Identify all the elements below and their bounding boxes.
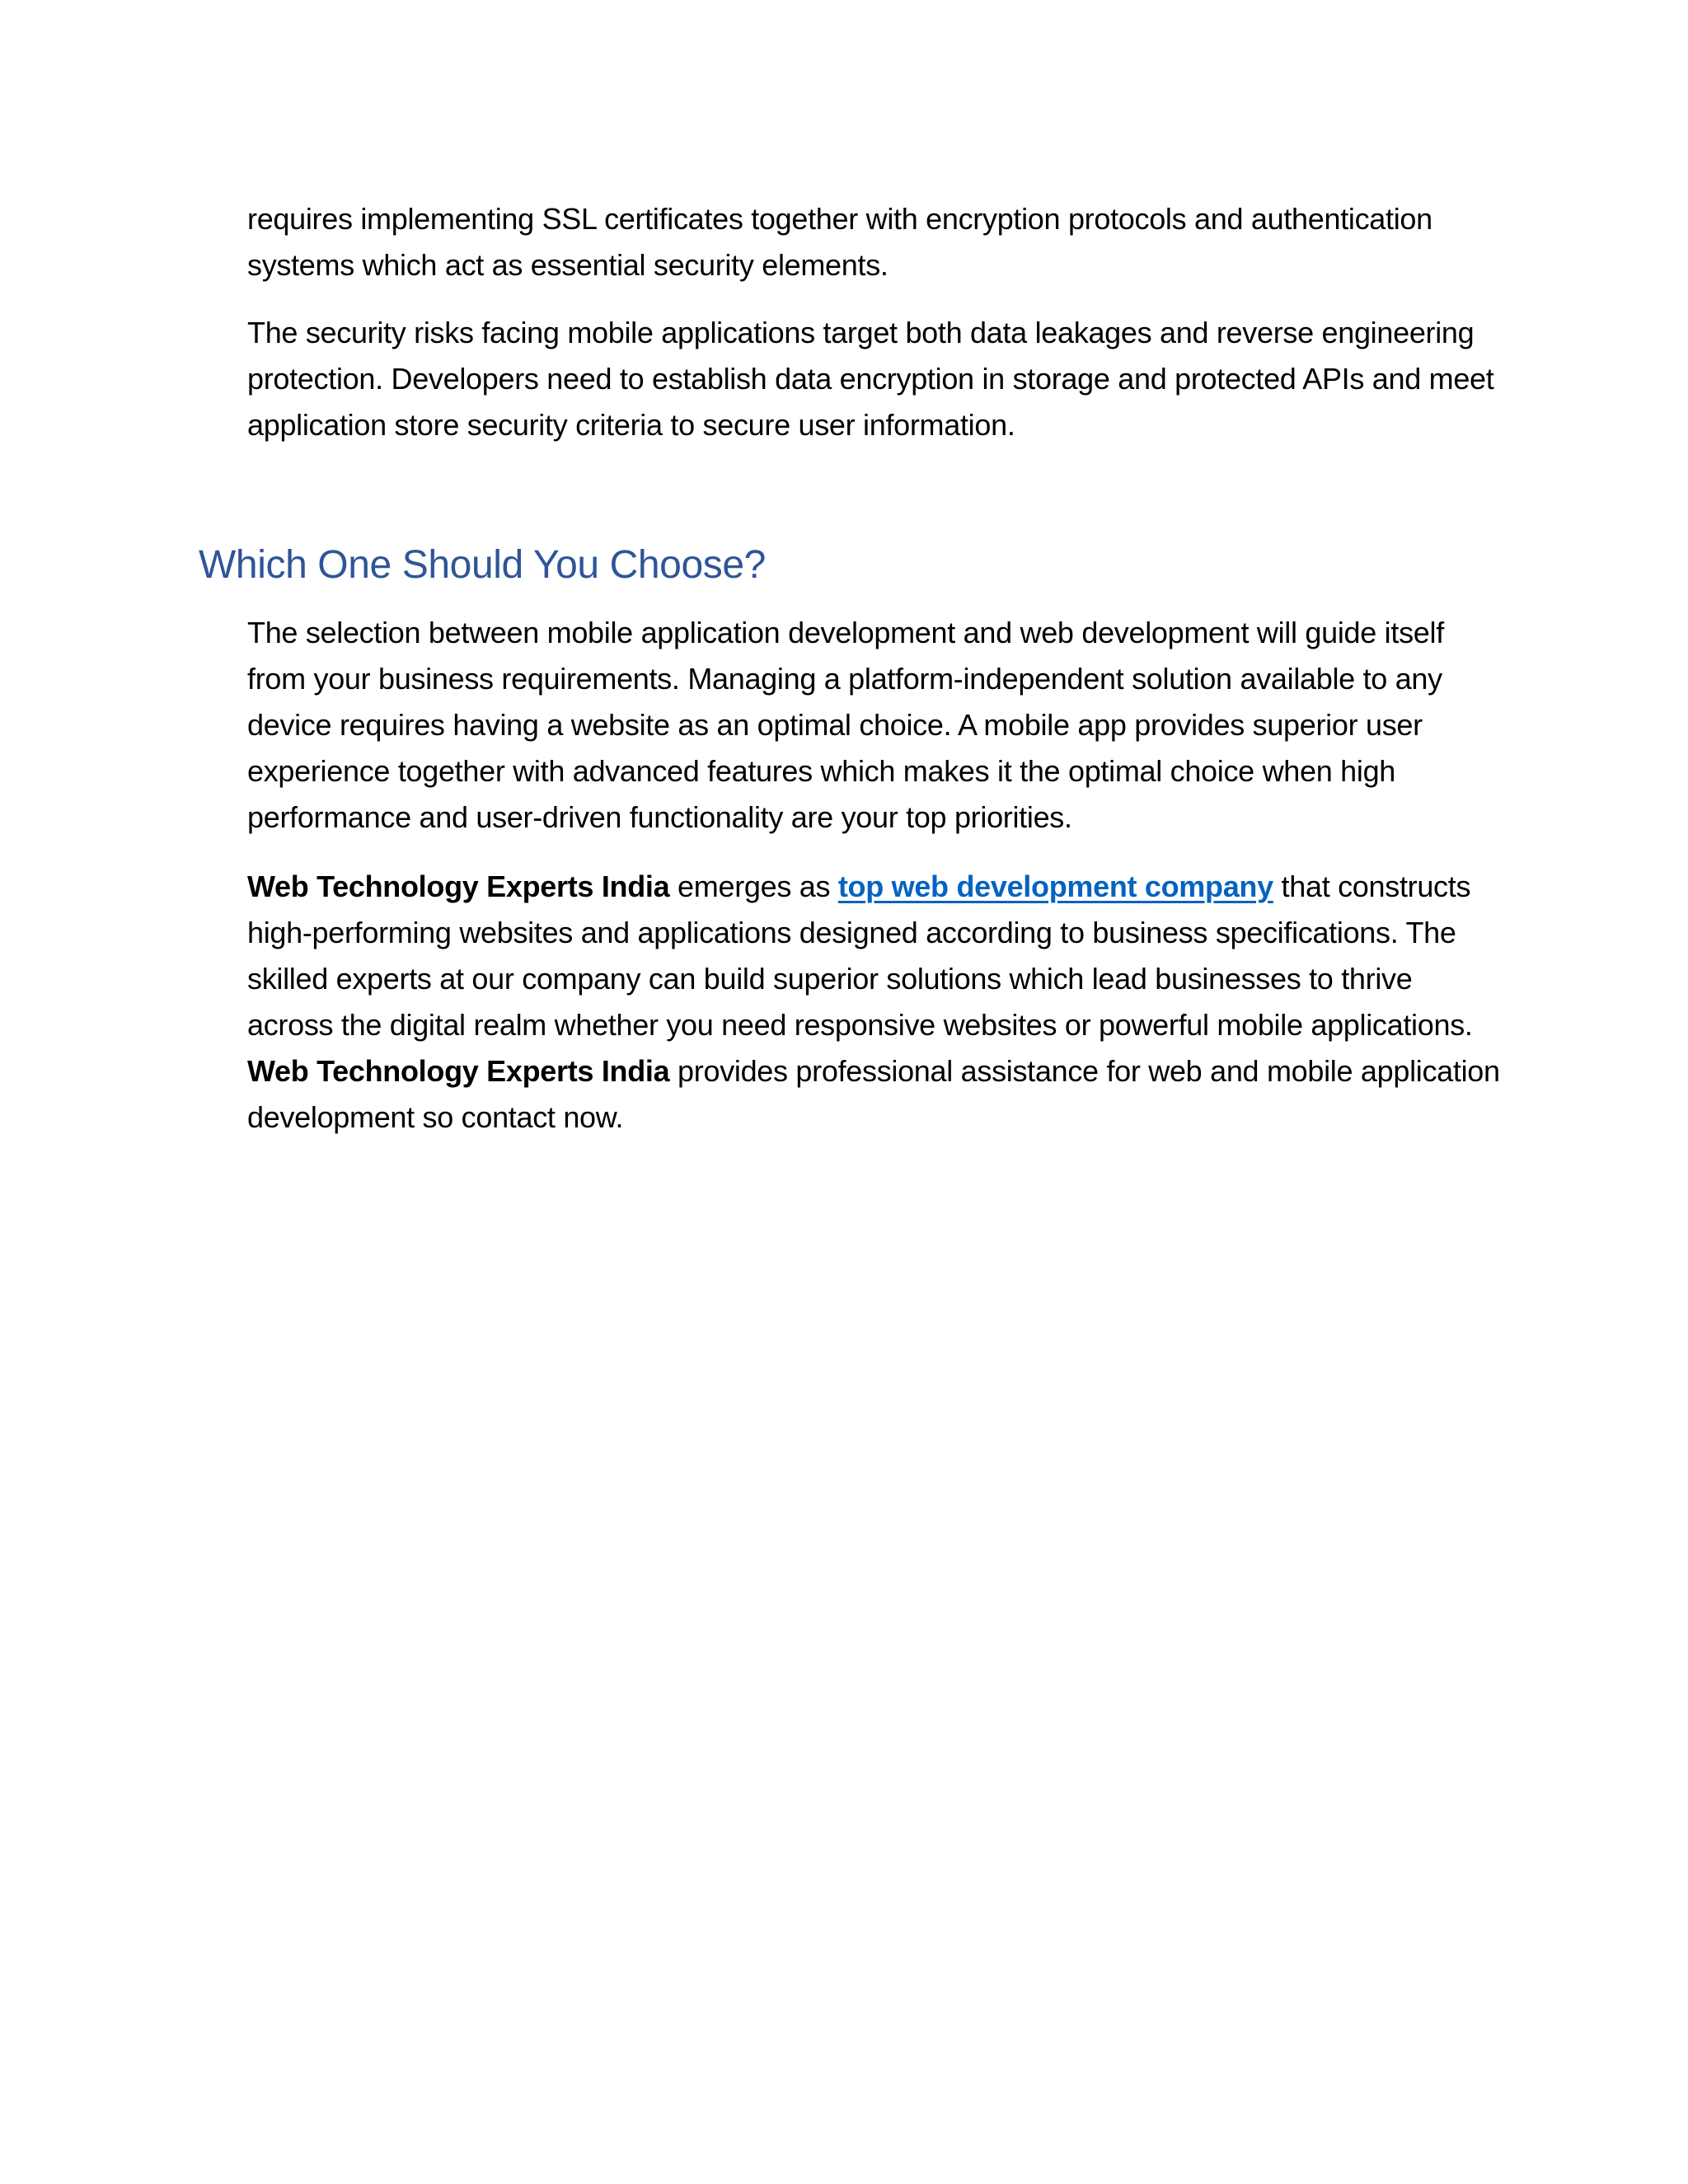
paragraph-text: emerges as	[669, 869, 838, 903]
paragraph-text: provides professional assistance for web and mobile application development so contact now.	[247, 1054, 1500, 1134]
company-name-second: Web Technology Experts India	[247, 1054, 670, 1088]
company-name: Web Technology Experts India	[247, 869, 670, 903]
section-heading: Which One Should You Choose?	[199, 543, 766, 587]
choice-paragraph: The selection between mobile application development and web development will guide itself from your business requirements. Managing a platform-independent solution available to any device requires having a website as an optimal choice. A mobile app provides superior user experience together with advanced features which makes it the optimal choice when high performance and user-driven functionality are your top priorities.	[247, 616, 1444, 834]
web-development-company-link[interactable]: top web development company	[837, 869, 1273, 903]
security-paragraph-continued: requires implementing SSL certificates together with encryption protocols and authentication systems which act as essential security elements.	[247, 202, 1432, 282]
company-paragraph	[247, 864, 1500, 1141]
mobile-security-paragraph: The security risks facing mobile applications target both data leakages and reverse engineering protection. Developers need to establish data encryption in storage and protected APIs and meet application store security criteria to secure user information.	[247, 316, 1494, 442]
paragraph-text: that constructs high-performing websites and applications designed according to business specifications. The skilled experts at our company can build superior solutions which lead businesses to thrive across the digital realm whether you need responsive websites or powerful mobile applications.	[247, 869, 1473, 1042]
